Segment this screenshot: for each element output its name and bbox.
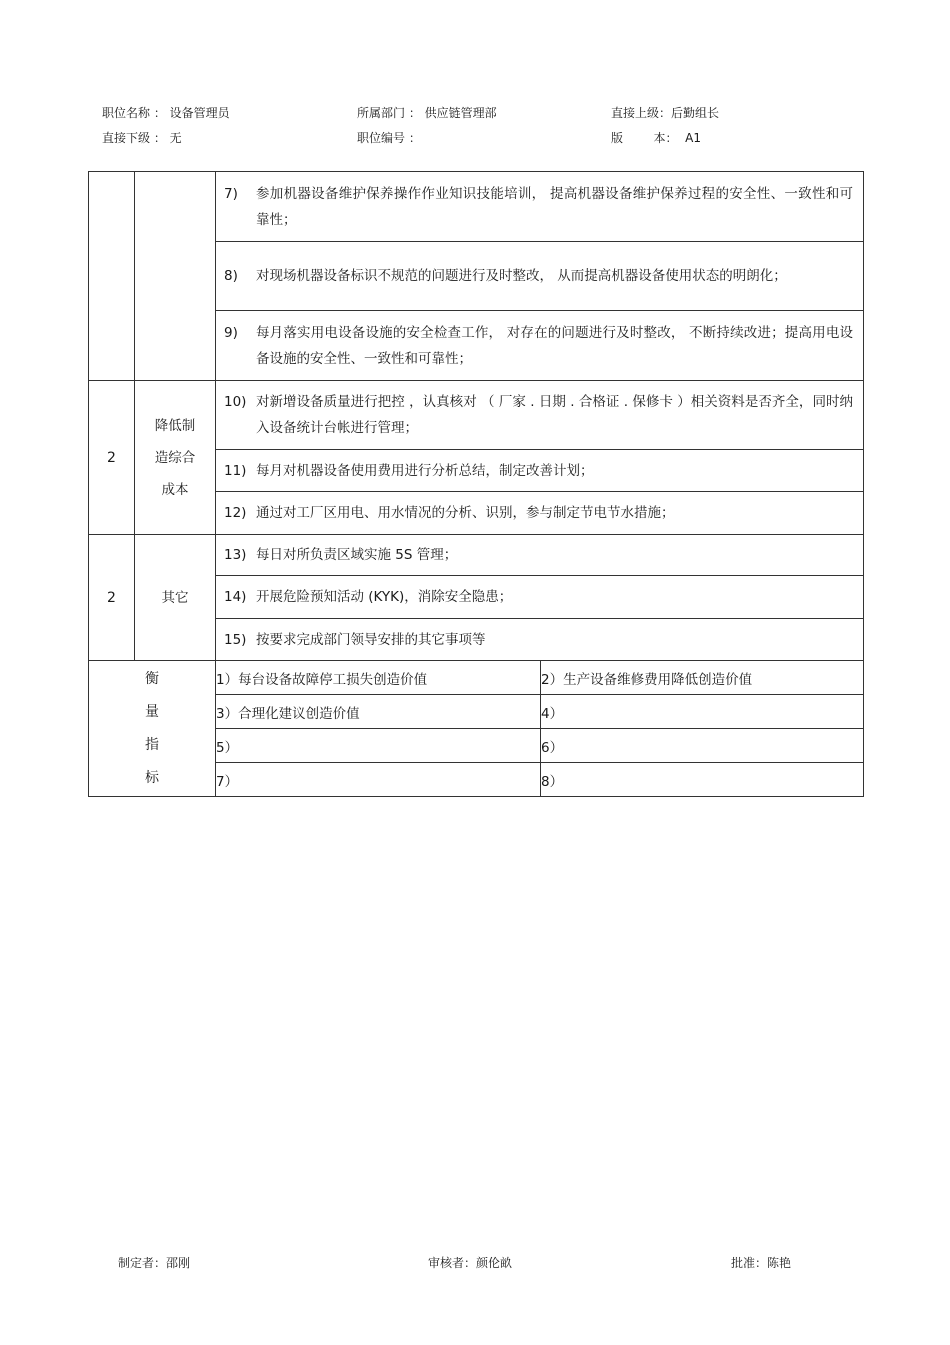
table-row (89, 535, 864, 576)
section-number (89, 172, 135, 381)
section-category: 其它 (135, 535, 216, 661)
duty-item (216, 576, 864, 619)
duty-item (216, 381, 864, 450)
item-number: 8) (224, 268, 238, 284)
metric-cell: 4） (541, 695, 864, 729)
item-text: 每月对机器设备使用费用进行分析总结，制定改善计划； (256, 462, 594, 479)
metric-cell: 7） (216, 763, 541, 797)
item-text: 按要求完成部门领导安排的其它事项等 (256, 631, 486, 648)
item-text: 对新增设备质量进行把控 ，认真核对 （ 厂家 . 日期 . 合格证 . 保修卡 ）相关资料是否齐全，同时纳入设备统计台帐进行管理； (256, 394, 854, 436)
item-number: 15) (224, 631, 247, 648)
duty-item (216, 619, 864, 661)
table-row (89, 381, 864, 450)
metric-cell: 8） (541, 763, 864, 797)
section-category (135, 172, 216, 381)
metric-cell: 3）合理化建议创造价值 (216, 695, 541, 729)
direct-subordinate: 直接下级 ： 无 (102, 131, 182, 145)
item-text: 通过对工厂区用电、用水情况的分析、识别，参与制定节电节水措施； (256, 505, 675, 521)
item-number: 14) (224, 589, 247, 605)
item-text: 对现场机器设备标识不规范的问题进行及时整改， 从而提高机器设备使用状态的明朗化； (256, 268, 787, 284)
metric-cell: 1）每台设备故障停工损失创造价值 (216, 661, 541, 695)
duty-item (216, 242, 864, 311)
measures-label: 衡 量 指 标 (89, 661, 216, 797)
item-number: 9) (224, 324, 238, 341)
item-number: 7) (224, 185, 238, 202)
section-category: 降低制造综合成本 (135, 381, 216, 535)
item-text: 每月落实用电设备设施的安全检查工作， 对存在的问题进行及时整改， 不断持续改进；提高用电设备设施的安全性、一致性和可靠性； (256, 324, 854, 367)
version: 版 本： A1 (611, 131, 701, 145)
duty-item (216, 535, 864, 576)
job-code: 职位编号 ： (357, 131, 421, 145)
duties-table (88, 171, 864, 797)
duty-item (216, 311, 864, 381)
item-text: 每日对所负责区域实施 5S 管理； (256, 547, 458, 563)
metric-cell: 6） (541, 729, 864, 763)
department: 所属部门 ： 供应链管理部 (357, 106, 497, 120)
item-number: 10) (224, 394, 247, 410)
item-text: 参加机器设备维护保养操作作业知识技能培训， 提高机器设备维护保养过程的安全性、一致性和可靠性； (256, 185, 854, 228)
table-row (89, 172, 864, 242)
item-text: 开展危险预知活动 (KYK)，消除安全隐患； (256, 589, 513, 605)
prepared-by: 制定者：邵刚 (118, 1256, 191, 1270)
duty-item (216, 450, 864, 492)
approved-by: 批准：陈艳 (731, 1256, 792, 1270)
section-number: 2 (89, 535, 135, 661)
duty-item (216, 492, 864, 535)
metric-cell: 5） (216, 729, 541, 763)
metric-cell: 2）生产设备维修费用降低创造价值 (541, 661, 864, 695)
item-number: 11) (224, 462, 247, 479)
section-number: 2 (89, 381, 135, 535)
item-number: 13) (224, 547, 247, 563)
job-title: 职位名称 ： 设备管理员 (102, 106, 230, 120)
item-number: 12) (224, 505, 247, 521)
table-row (89, 661, 864, 695)
direct-superior: 直接上级：后勤组长 (611, 106, 720, 120)
duty-item (216, 172, 864, 242)
reviewed-by: 审核者：颜伦畝 (428, 1256, 513, 1270)
